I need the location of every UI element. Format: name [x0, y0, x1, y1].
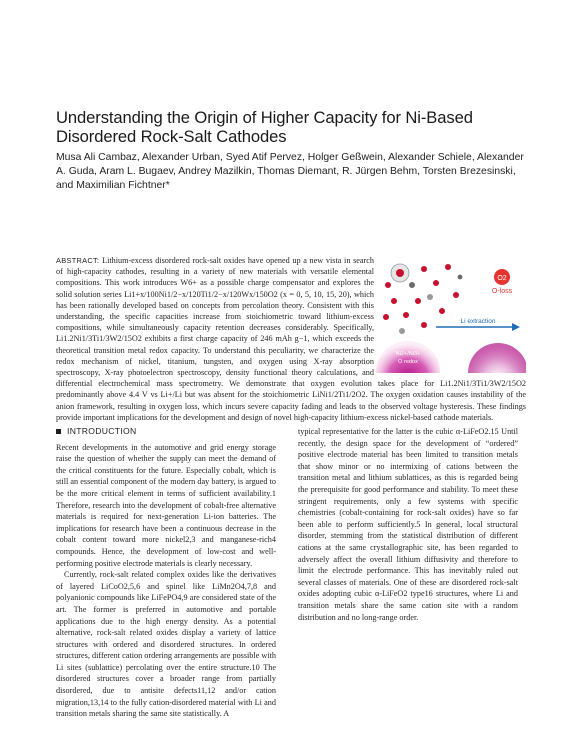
paper-title: Understanding the Origin of Higher Capacity for Ni-Based Disordered Rock-Salt Cathodes — [56, 108, 473, 146]
toc-graphic — [374, 255, 526, 373]
column-left — [56, 426, 276, 720]
redox-orb-icon — [376, 341, 440, 373]
paragraph: Currently, rock-salt related complex oxides like the derivatives of layered LiCoO2,5,6 and spinel like LiMn2O4,7,8 and polyanionic compounds like LiFePO4,9 are considered state of the art. The former is preferred in automotive and portable applications due to the high energy density. As a potential alternative, rock-salt related oxides display a variety of lattice structures with ordered and disordered structures. In ordered structures, different cation ordering arrangements are possible with Li sites (sublattice) percolating over the entire structure.10 The disordered structures cover a broader range from partially disordered, due to antisite defects11,12 and/or cation migration,13,14 to the fully cation-disordered material with Li and transition metals sharing the same site statistically. A — [56, 570, 276, 719]
column-right — [298, 426, 518, 623]
abstract-label: ABSTRACT: — [56, 256, 100, 265]
redox-label-2: O redox — [398, 359, 418, 365]
author-list: Musa Ali Cambaz, Alexander Urban, Syed Atif Pervez, Holger Geßwein, Alexander Schiele, Alexander A. Guda, Aram L. Bugaev, Andrey Mazilkin, Thomas Diemant, R. Jürgen Behm, Torsten Brezesinski, and Maximilian Fichtner* — [56, 152, 524, 191]
crystal-structure-icon — [383, 264, 462, 334]
redox-orb-icon-2 — [468, 343, 526, 373]
o2-label: O2 — [497, 275, 507, 282]
paragraph: typical representative for the latter is the cubic α-LiFeO2.15 Until recently, the design space for the development of “ordered” positive electrode material has been limited to transition metals that show minor or no intermixing of cations between the transition metal and lithium sublattices, as this is regarded being the prerequisite for good performance and stability. To meet these stringent requirements, only a few systems with specific chemistries (cobalt-containing for rock-salt oxides) have so far been able to perform sufficiently.5 In general, local structural disorder, stemming from the statistical distribution of different cations at the same crystallographic site, has been regarded to adversely affect the overall lithium diffusivity and therefore to limit the electrode performance. This has inevitably ruled out several classes of materials. One of these are disordered rock-salt oxides adopting cubic α-LiFeO2 type16 structures, where Li and transition metals share the same cation site with a random distribution and no long-range order. — [298, 427, 518, 622]
abstract-text: Lithium-excess disordered rock-salt oxides have opened up a new vista in search of high-capacity cathodes, resulting in a variety of new materials with versatile elemental compositions. This work introduces W6+ as a possible charge compensator and explores the solid solution series Li1+x/100Ni1/2−x/120Ti1/2−x/120Wx/150O2 (x = 0, 5, 10, 15, 20), which has been rationally developed based on concepts from percolation theory. Consistent with this understanding, the specific capacities increase from stoichiometric toward lithium-excess compositions, while simultaneously capacity retention decreases considerably. Specifically, Li1.2Ni1/3Ti1/3W2/15O2 exhibits a first charge capacity of 246 mAh g−1, which exceeds the theoretical transition metal redox capacity. To understand this peculiarity, we characterize the redox mechanism of nickel, titanium, tungsten, and oxygen using X-ray absorption spectroscopy, X-ray photoelectron spectroscopy, density functional theory calculations, and differential electrochemical mass spectrometry. We demonstrate that oxygen evolution takes place for Li1.2Ni1/3Ti1/3W2/15O2 predominantly above 4.4 V vs Li+/Li but was absent for the stoichiometric LiNi1/2Ti1/2O2. The oxygen oxidation causes instability of the anion framework, resulting in oxygen loss, which incurs severe capacity fading and leads to the observed voltage hysteresis. These findings provide important implications for the development and design of novel high-capacity lithium-excess nickel-based cathode materials. — [56, 256, 526, 422]
abstract — [56, 255, 526, 423]
oloss-label: O-loss — [491, 288, 513, 295]
section-heading — [56, 426, 276, 438]
toc-graphic-svg — [374, 255, 526, 373]
section-marker-icon — [56, 429, 61, 434]
extraction-label: Li extraction — [460, 318, 496, 325]
redox-label-1: Ni2+/Ni3+ — [395, 351, 421, 357]
paragraph: Recent developments in the automotive and grid energy storage raise the question of whether the supply can meet the demand of the critical constituents for the future. Especially cobalt, which is still an essential component of the modern day battery, is argued to be the more critical element in terms of sufficient availability.1 Therefore, research into the development of cobalt-free alternative materials is required for next-generation Li-ion batteries. The implications for research have been a continuous decrease in the cobalt content toward more nickel2,3 and manganese-rich4 compounds. Hence, the development of low-cost and well-performing positive electrode materials is clearly necessary. — [56, 442, 276, 568]
section-heading-text: INTRODUCTION — [67, 426, 137, 436]
